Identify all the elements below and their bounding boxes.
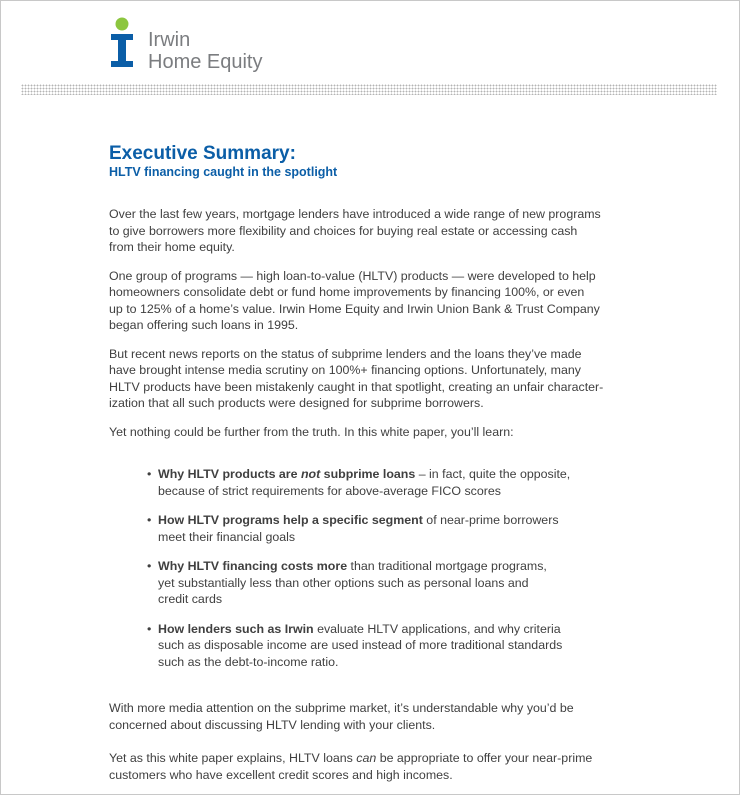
page-title: Executive Summary: xyxy=(109,143,296,164)
bullet-text: such as the debt-to-income ratio. xyxy=(158,654,339,669)
bullet-bold-text: How lenders such as Irwin xyxy=(158,621,314,636)
paragraph-line: But recent news reports on the status of subprime lenders and the loans they’ve made xyxy=(109,346,582,361)
paragraph-media-scrutiny xyxy=(109,346,629,412)
paragraph-line: up to 125% of a home’s value. Irwin Home Equity and Irwin Union Bank & Trust Company xyxy=(109,301,600,316)
page-subtitle: HLTV financing caught in the spotlight xyxy=(109,165,338,179)
bullet-bold-text: Why HLTV financing costs more xyxy=(158,559,348,573)
dotted-divider xyxy=(21,84,717,95)
paragraph-line: Yet as this white paper explains, HLTV loans xyxy=(109,751,357,765)
bullet-text: yet substantially less than other options such as personal loans and xyxy=(158,575,529,590)
bullet-text: because of strict requirements for above-average FICO scores xyxy=(158,483,501,498)
bullet-bold-text: How HLTV programs help a specific segment xyxy=(158,513,423,527)
bullet-text: of near-prime borrowers xyxy=(422,513,559,527)
paragraph-intro xyxy=(109,206,629,256)
conclusion-emphasis: can xyxy=(356,751,377,765)
paragraph-line: With more media attention on the subprime market, it’s understandable why you’d be xyxy=(109,701,574,715)
logo-wordmark xyxy=(148,29,263,73)
logo-wordmark-line2: Home Equity xyxy=(148,51,263,73)
bullet-icon: • xyxy=(147,559,152,573)
bullet-text: – in fact, quite the opposite, xyxy=(415,467,571,481)
bullet-text: credit cards xyxy=(158,592,223,606)
list-item xyxy=(109,512,629,545)
paragraph-lead-in xyxy=(109,424,629,441)
paragraph-line: HLTV products have been mistakenly caught in that spotlight, creating an unfair character- xyxy=(109,379,604,394)
paragraph-line: Over the last few years, mortgage lenders have introduced a wide range of new programs xyxy=(109,207,601,221)
list-item xyxy=(109,466,629,499)
learning-points-list xyxy=(109,466,629,670)
list-item xyxy=(109,558,629,608)
paragraph-line: customers who have excellent credit scores and high incomes. xyxy=(109,767,453,782)
paragraph-line: Yet nothing could be further from the truth. In this white paper, you’ll learn: xyxy=(109,424,514,439)
logo-wordmark-line1: Irwin xyxy=(148,29,191,51)
paragraph-line: homeowners consolidate debt or fund home improvements by financing 100%, or even xyxy=(109,285,585,299)
paragraph-line: began offering such loans in 1995. xyxy=(109,318,299,332)
bullet-bold-text: Why HLTV products are xyxy=(158,467,301,481)
bullet-text: evaluate HLTV applications, and why criteria xyxy=(313,621,561,636)
bullet-emphasis: not xyxy=(300,467,321,481)
bullet-text: such as disposable income are used instead of more traditional standards xyxy=(158,638,563,652)
paragraph-media-attention xyxy=(109,700,629,733)
paragraph-line: concerned about discussing HLTV lending with your clients. xyxy=(109,717,436,732)
list-item xyxy=(109,621,629,671)
paragraph-conclusion xyxy=(109,750,629,783)
paragraph-hltv-programs xyxy=(109,268,629,334)
body-text xyxy=(109,206,629,795)
bullet-bold-text: subprime loans xyxy=(320,467,416,481)
paragraph-line: One group of programs — high loan-to-value (HLTV) products — were developed to help xyxy=(109,268,596,283)
bullet-text: than traditional mortgage programs, xyxy=(347,559,547,573)
logo-mark-icon xyxy=(111,15,133,71)
bullet-text: meet their financial goals xyxy=(158,529,296,544)
paragraph-line: be appropriate to offer your near-prime xyxy=(376,751,593,765)
bullet-icon: • xyxy=(147,513,152,527)
paragraph-line: ization that all such products were designed for subprime borrowers. xyxy=(109,396,484,410)
paragraph-line: have brought intense media scrutiny on 100%+ financing options. Unfortunately, many xyxy=(109,363,581,377)
bullet-icon: • xyxy=(147,467,152,481)
paragraph-line: to give borrowers more flexibility and choices for buying real estate or accessing cash xyxy=(109,223,578,238)
bullet-icon: • xyxy=(147,621,152,636)
paragraph-line: from their home equity. xyxy=(109,240,235,254)
closing-section xyxy=(109,700,629,783)
section-heading xyxy=(109,143,337,180)
